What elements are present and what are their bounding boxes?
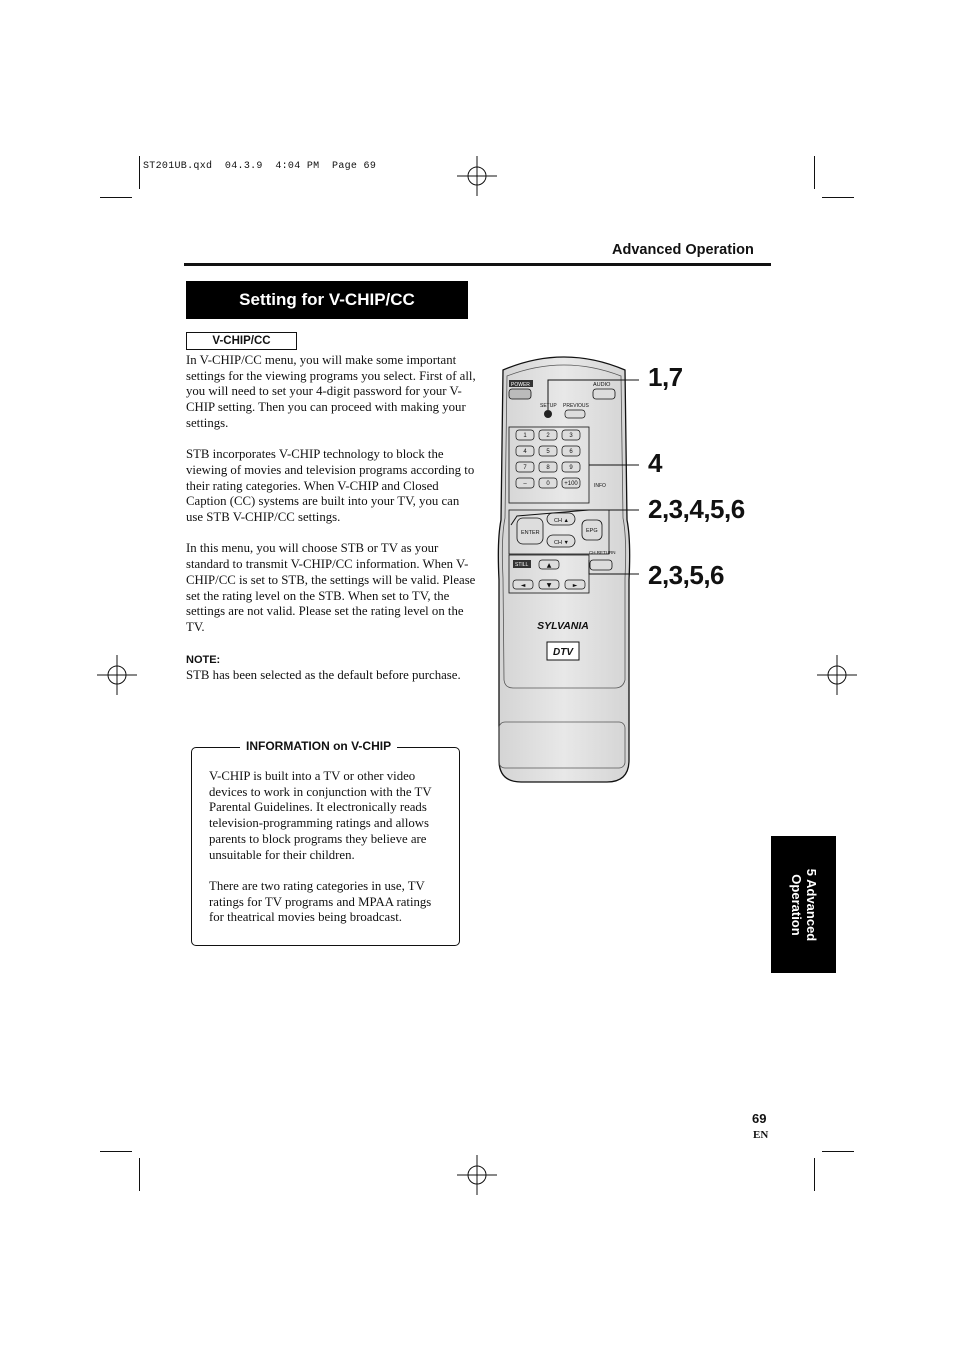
digit-label: 4 [523,449,527,456]
info-paragraph: V-CHIP is built into a TV or other video devices to work in conjunction with the TV Parental Guidelines. It electronically reads television-programming ratings and allows parents to block programs they believe are unsuitable for their children. [209,769,432,862]
ch-up-label: CH ▲ [554,518,569,524]
note-text: STB has been selected as the default before purchase. [186,668,461,683]
power-button-label: POWER [511,382,530,388]
chapter-side-tab [771,836,836,973]
svg-text:▲: ▲ [546,562,552,569]
digit-label: +100 [564,481,578,488]
info-paragraph: There are two rating categories in use, TV ratings for TV programs and MPAA ratings for theatrical movies being broadcast. [209,878,432,925]
digit-label: – [523,481,527,488]
callout-step: 1,7 [648,362,683,392]
digit-label: 8 [546,465,550,472]
info-button-label: INFO [594,483,606,489]
print-slug: ST201UB.qxd 04.3.9 4:04 PM Page 69 [143,161,377,172]
registration-mark-left [97,655,137,695]
brand-logo: SYLVANIA [537,620,589,632]
digit-label: 1 [523,433,527,440]
note-heading: NOTE: [186,653,221,666]
page-title: Setting for V-CHIP/CC [186,281,468,319]
previous-button-label: PREVIOUS [563,403,589,409]
digit-label: 7 [523,465,527,472]
paragraph: In V-CHIP/CC menu, you will make some important settings for the viewing programs you select. First of all, you will need to set your 4-digit password for your V-CHIP setting. Then you can proceed with making your settings. [186,353,476,430]
header-rule [184,263,771,266]
registration-mark-right [817,655,857,695]
svg-text:◄: ◄ [520,582,526,589]
digit-label: 3 [569,433,573,440]
registration-mark-bottom [457,1155,497,1195]
info-box-title: INFORMATION on V-CHIP [240,739,397,753]
audio-button-label: AUDIO [593,382,611,388]
digit-label: 6 [569,449,573,456]
enter-button-label: ENTER [521,530,540,536]
digit-label: 5 [546,449,550,456]
svg-text:▼: ▼ [546,582,552,589]
subsection-label: V-CHIP/CC [186,332,297,350]
ch-return-label: CH RETURN [589,550,616,555]
digit-label: 0 [546,481,550,488]
paragraph: STB incorporates V-CHIP technology to block the viewing of movies and television programs according to their rating categories. When V-CHIP and Closed Caption (CC) systems are built into your TV, you can use STB V-CHIP/CC settings. [186,447,475,525]
remote-control-illustration [489,350,639,790]
chapter-side-tab-label: 5 Advanced Operation [788,868,819,941]
body-text [186,353,476,684]
registration-mark-top [457,156,497,196]
svg-text:►: ► [572,582,578,589]
setup-button-label: SETUP [540,403,557,409]
page-number: 69 [752,1111,767,1126]
digit-label: 2 [546,433,550,440]
section-header: Advanced Operation [612,242,754,258]
info-box-body [209,769,449,942]
epg-button-label: EPG [586,528,598,534]
callout-step: 2,3,4,5,6 [648,494,745,524]
digit-label: 9 [569,465,573,472]
dtv-logo: DTV [553,647,573,658]
page-language: EN [753,1129,769,1141]
callout-step: 4 [648,448,662,478]
still-button-label: STILL [515,562,529,568]
ch-down-label: CH ▼ [554,540,569,546]
paragraph: In this menu, you will choose STB or TV as your standard to transmit V-CHIP/CC information. When V-CHIP/CC is set to STB, the settings will be valid. Please set the rating level on the STB. When set to TV, the settings are not valid. Please set the rating level on the TV. [186,541,476,634]
callout-step: 2,3,5,6 [648,560,725,590]
